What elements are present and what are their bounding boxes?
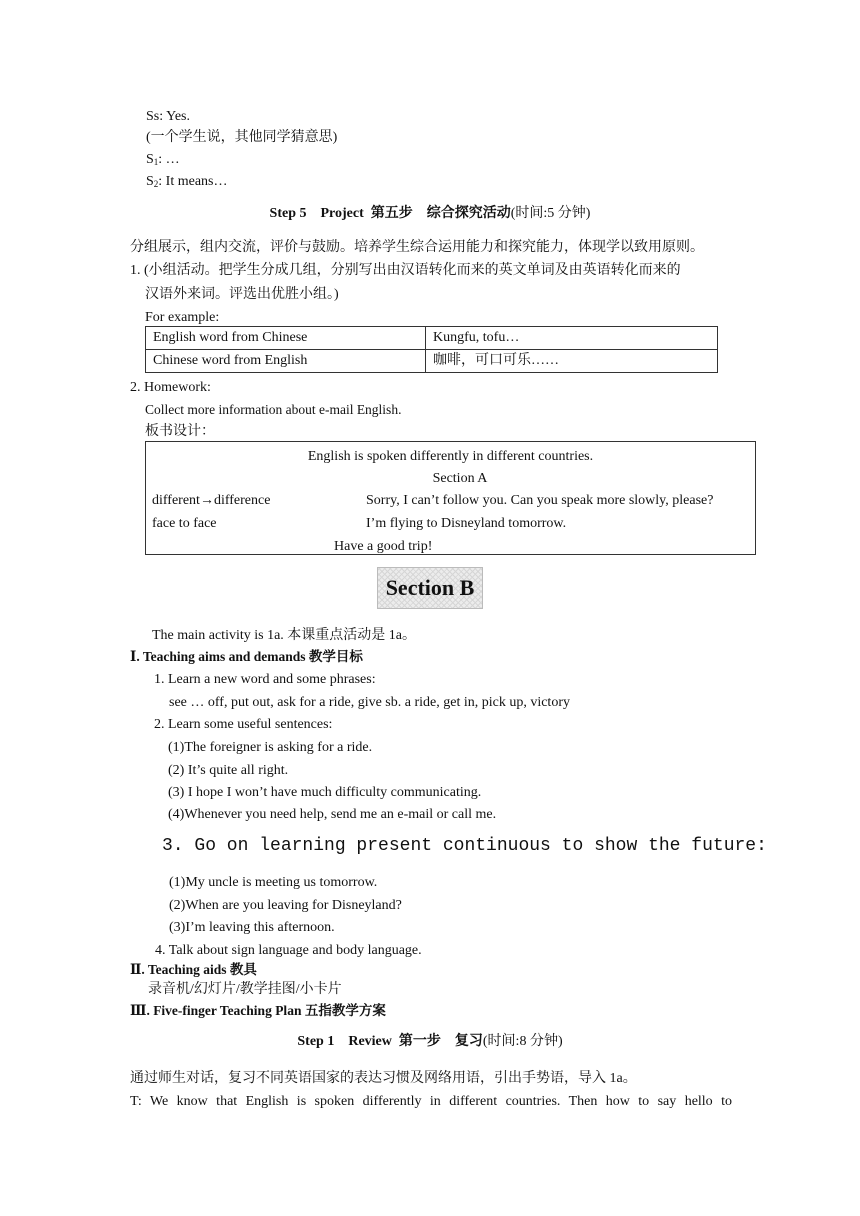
aim-3-item: (2)When are you leaving for Disneyland? [169, 898, 402, 913]
step5-heading [0, 205, 860, 223]
dialogue-line: Ss: Yes. [146, 109, 190, 124]
dialogue-line [146, 151, 180, 169]
step5-time: (时间:5 分钟) [510, 206, 591, 221]
aim-2-item: (1)The foreigner is asking for a ride. [168, 740, 373, 755]
part1-title: Ⅰ. Teaching aims and demands 教学目标 [130, 649, 363, 664]
section-b-heading: Section B [377, 567, 483, 609]
aim-3-item: (1)My uncle is meeting us tomorrow. [169, 875, 378, 890]
board-section: Section A [432, 471, 488, 486]
board-right-1: Sorry, I can’t follow you. Can you speak more slowly, please? [366, 493, 714, 508]
speaker-subscript: 2 [153, 179, 159, 189]
for-example-label: For example: [145, 310, 220, 325]
aim-3-item: (3)I’m leaving this afternoon. [169, 920, 335, 935]
table-cell: Chinese word from English [146, 350, 426, 373]
dialogue-note: (一个学生说，其他同学猜意思) [146, 130, 338, 145]
step1-heading [0, 1033, 860, 1051]
speaker-label: S [146, 174, 154, 189]
aim-2-item: (2) It’s quite all right. [168, 763, 289, 778]
aim-2-item: (3) I hope I won’t have much difficulty communicating. [168, 785, 482, 800]
board-right-2: I’m flying to Disneyland tomorrow. [366, 516, 567, 531]
aim-2-item: (4)Whenever you need help, send me an e-mail or call me. [168, 807, 497, 822]
table-cell: English word from Chinese [146, 327, 426, 350]
aim-2: 2. Learn some useful sentences: [154, 717, 333, 732]
board-left-2: face to face [152, 516, 217, 531]
dialogue-line [146, 173, 228, 191]
table-row [146, 327, 718, 350]
homework-text: Collect more information about e-mail English. [145, 402, 402, 417]
part2-title: Ⅱ. Teaching aids 教具 [130, 962, 257, 977]
speaker-subscript: 1 [153, 157, 159, 167]
board-label: 板书设计： [145, 424, 215, 439]
aim-4: 4. Talk about sign language and body language. [155, 943, 422, 958]
board-title: English is spoken differently in different countries. [307, 449, 594, 464]
step5-intro: 分组展示，组内交流，评价与鼓励。培养学生综合运用能力和探究能力，体现学以致用原则。 [130, 240, 704, 255]
aim-1: 1. Learn a new word and some phrases: [154, 672, 376, 687]
step5-item1-line1: 1. (小组活动。把学生分成几组，分别写出由汉语转化而来的英文单词及由英语转化而来的 [130, 263, 681, 278]
board-bottom: Have a good trip! [334, 539, 433, 554]
step5-item1-line2: 汉语外来词。评选出优胜小组。) [145, 287, 339, 302]
example-table [145, 326, 718, 373]
dialogue-text: : … [158, 152, 180, 167]
board-design [145, 441, 756, 555]
board-left-1: different→difference [152, 493, 271, 508]
table-row [146, 350, 718, 373]
speaker-label: S [146, 152, 154, 167]
step1-title: Step 1 Review 第一步 复习 [297, 1034, 483, 1049]
aim-3: 3. Go on learning present continuous to show the future: [162, 836, 767, 856]
homework-heading: 2. Homework: [130, 380, 211, 395]
teacher-line: T: We know that English is spoken differently in different countries. Then how to say hello to [130, 1094, 732, 1109]
main-activity: The main activity is 1a. 本课重点活动是 1a。 [152, 628, 417, 643]
dialogue-text: : It means… [158, 174, 228, 189]
table-cell: Kungfu, tofu… [426, 327, 718, 350]
aim-1-text: see … off, put out, ask for a ride, give sb. a ride, get in, pick up, victory [169, 695, 570, 710]
part3-title: Ⅲ. Five-finger Teaching Plan 五指教学方案 [130, 1003, 386, 1018]
step1-intro: 通过师生对话，复习不同英语国家的表达习惯及网络用语，引出手势语，导入 1a。 [130, 1071, 637, 1086]
table-cell: 咖啡，可口可乐…… [426, 350, 718, 373]
teaching-aids: 录音机/幻灯片/教学挂图/小卡片 [148, 982, 342, 997]
step1-time: (时间:8 分钟) [482, 1034, 563, 1049]
step5-title: Step 5 Project 第五步 综合探究活动 [269, 206, 511, 221]
